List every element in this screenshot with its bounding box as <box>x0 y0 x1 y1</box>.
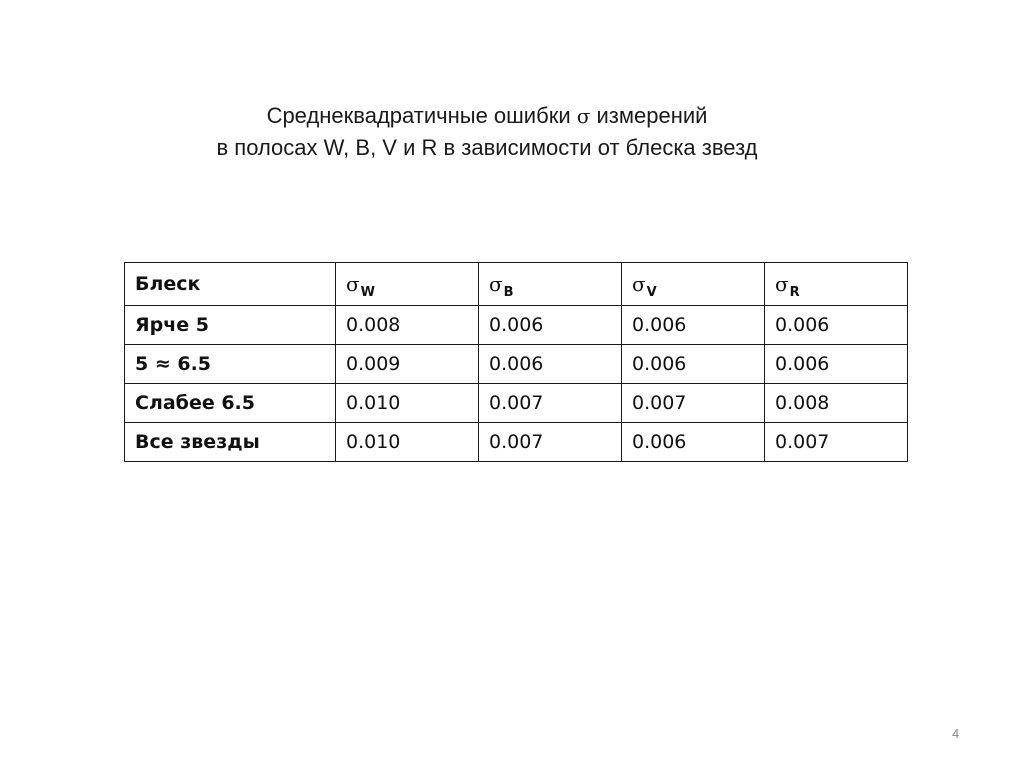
title-text-before-symbol: Среднеквадратичные ошибки <box>266 103 577 128</box>
table-cell: 0.006 <box>765 345 908 384</box>
page-number: 4 <box>952 726 960 741</box>
sigma-symbol: σ <box>632 272 646 296</box>
table-cell: 0.007 <box>479 423 622 462</box>
table-cell: 0.010 <box>336 384 479 423</box>
row-label: 5 ≈ 6.5 <box>125 345 336 384</box>
table-header-row <box>125 263 908 306</box>
table-cell: 0.006 <box>622 306 765 345</box>
header-cell-sigma-r <box>765 263 908 306</box>
slide-title-line-2: в полосах W, B, V и R в зависимости от блеска звезд <box>216 135 758 160</box>
table-cell: 0.007 <box>765 423 908 462</box>
row-label: Ярче 5 <box>125 306 336 345</box>
row-label: Слабее 6.5 <box>125 384 336 423</box>
table-cell: 0.007 <box>622 384 765 423</box>
sigma-symbol: σ <box>576 104 591 128</box>
table-cell: 0.006 <box>765 306 908 345</box>
header-cell-brightness: Блеск <box>125 263 336 306</box>
subscript: W <box>360 285 375 300</box>
slide-title <box>0 100 974 163</box>
table-cell: 0.008 <box>765 384 908 423</box>
table-cell: 0.006 <box>479 306 622 345</box>
table-cell: 0.006 <box>479 345 622 384</box>
table-row <box>125 423 908 462</box>
table-row <box>125 384 908 423</box>
table-cell: 0.006 <box>622 423 765 462</box>
table-row <box>125 306 908 345</box>
subscript: R <box>789 285 800 300</box>
row-label: Все звезды <box>125 423 336 462</box>
title-text-after-symbol: измерений <box>590 103 708 128</box>
error-table <box>124 262 908 462</box>
sigma-symbol: σ <box>489 272 503 296</box>
table-cell: 0.007 <box>479 384 622 423</box>
header-cell-sigma-w <box>336 263 479 306</box>
table-cell: 0.009 <box>336 345 479 384</box>
table-cell: 0.010 <box>336 423 479 462</box>
table-cell: 0.008 <box>336 306 479 345</box>
table-row <box>125 345 908 384</box>
subscript: V <box>646 285 657 300</box>
table-cell: 0.006 <box>622 345 765 384</box>
slide-title-line-1 <box>0 100 974 132</box>
sigma-symbol: σ <box>775 272 789 296</box>
header-cell-sigma-v <box>622 263 765 306</box>
subscript: B <box>503 285 514 300</box>
header-cell-sigma-b <box>479 263 622 306</box>
sigma-symbol: σ <box>346 272 360 296</box>
